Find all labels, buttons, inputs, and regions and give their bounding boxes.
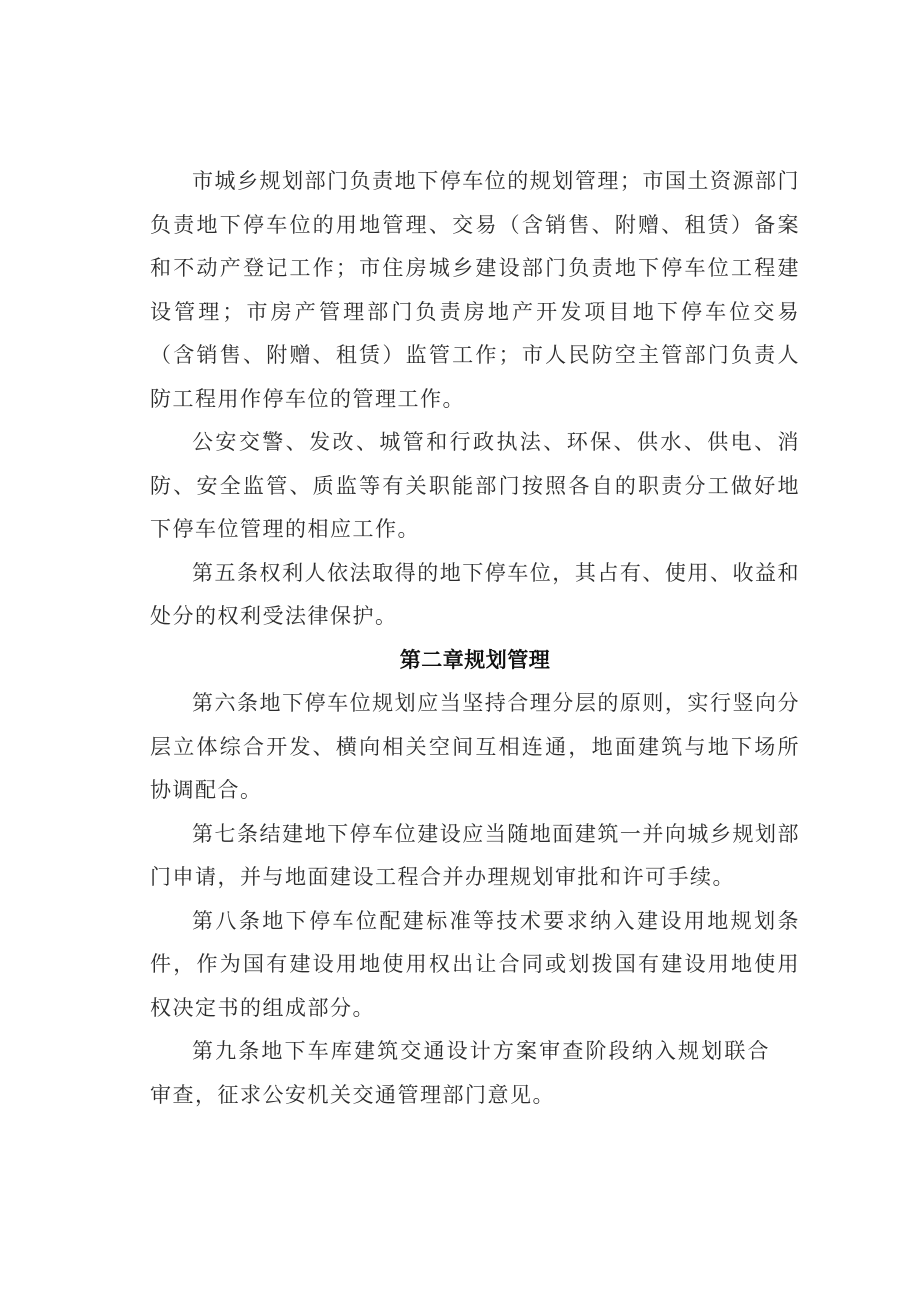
paragraph-article-5: 第五条权利人依法取得的地下停车位，其占有、使用、收益和处分的权利受法律保护。 [150,560,800,628]
paragraph-article-6: 第六条地下停车位规划应当坚持合理分层的原则，实行竖向分层立体综合开发、横向相关空间互相连通，地面建筑与地下场所协调配合。 [150,691,800,802]
paragraph-other-departments: 公安交警、发改、城管和行政执法、环保、供水、供电、消防、安全监管、质监等有关职能部门按照各自的职责分工做好地下停车位管理的相应工作。 [150,430,800,541]
paragraph-article-9: 第九条地下车库建筑交通设计方案审查阶段纳入规划联合审查，征求公安机关交通管理部门意见。 [150,1039,770,1107]
paragraph-article-7: 第七条结建地下停车位建设应当随地面建筑一并向城乡规划部门申请，并与地面建设工程合并办理规划审批和许可手续。 [150,821,800,889]
document-body [150,160,800,1117]
paragraph-department-duties: 市城乡规划部门负责地下停车位的规划管理；市国土资源部门负责地下停车位的用地管理、交易（含销售、附赠、租赁）备案和不动产登记工作；市住房城乡建设部门负责地下停车位工程建设管理；市房产管理部门负责房地产开发项目地下停车位交易（含销售、附赠、租赁）监管工作；市人民防空主管部门负责人防工程用作停车位的管理工作。 [150,169,800,411]
chapter-heading: 第二章规划管理 [399,647,551,672]
paragraph-article-8: 第八条地下停车位配建标准等技术要求纳入建设用地规划条件，作为国有建设用地使用权出让合同或划拨国有建设用地使用权决定书的组成部分。 [150,908,800,1020]
